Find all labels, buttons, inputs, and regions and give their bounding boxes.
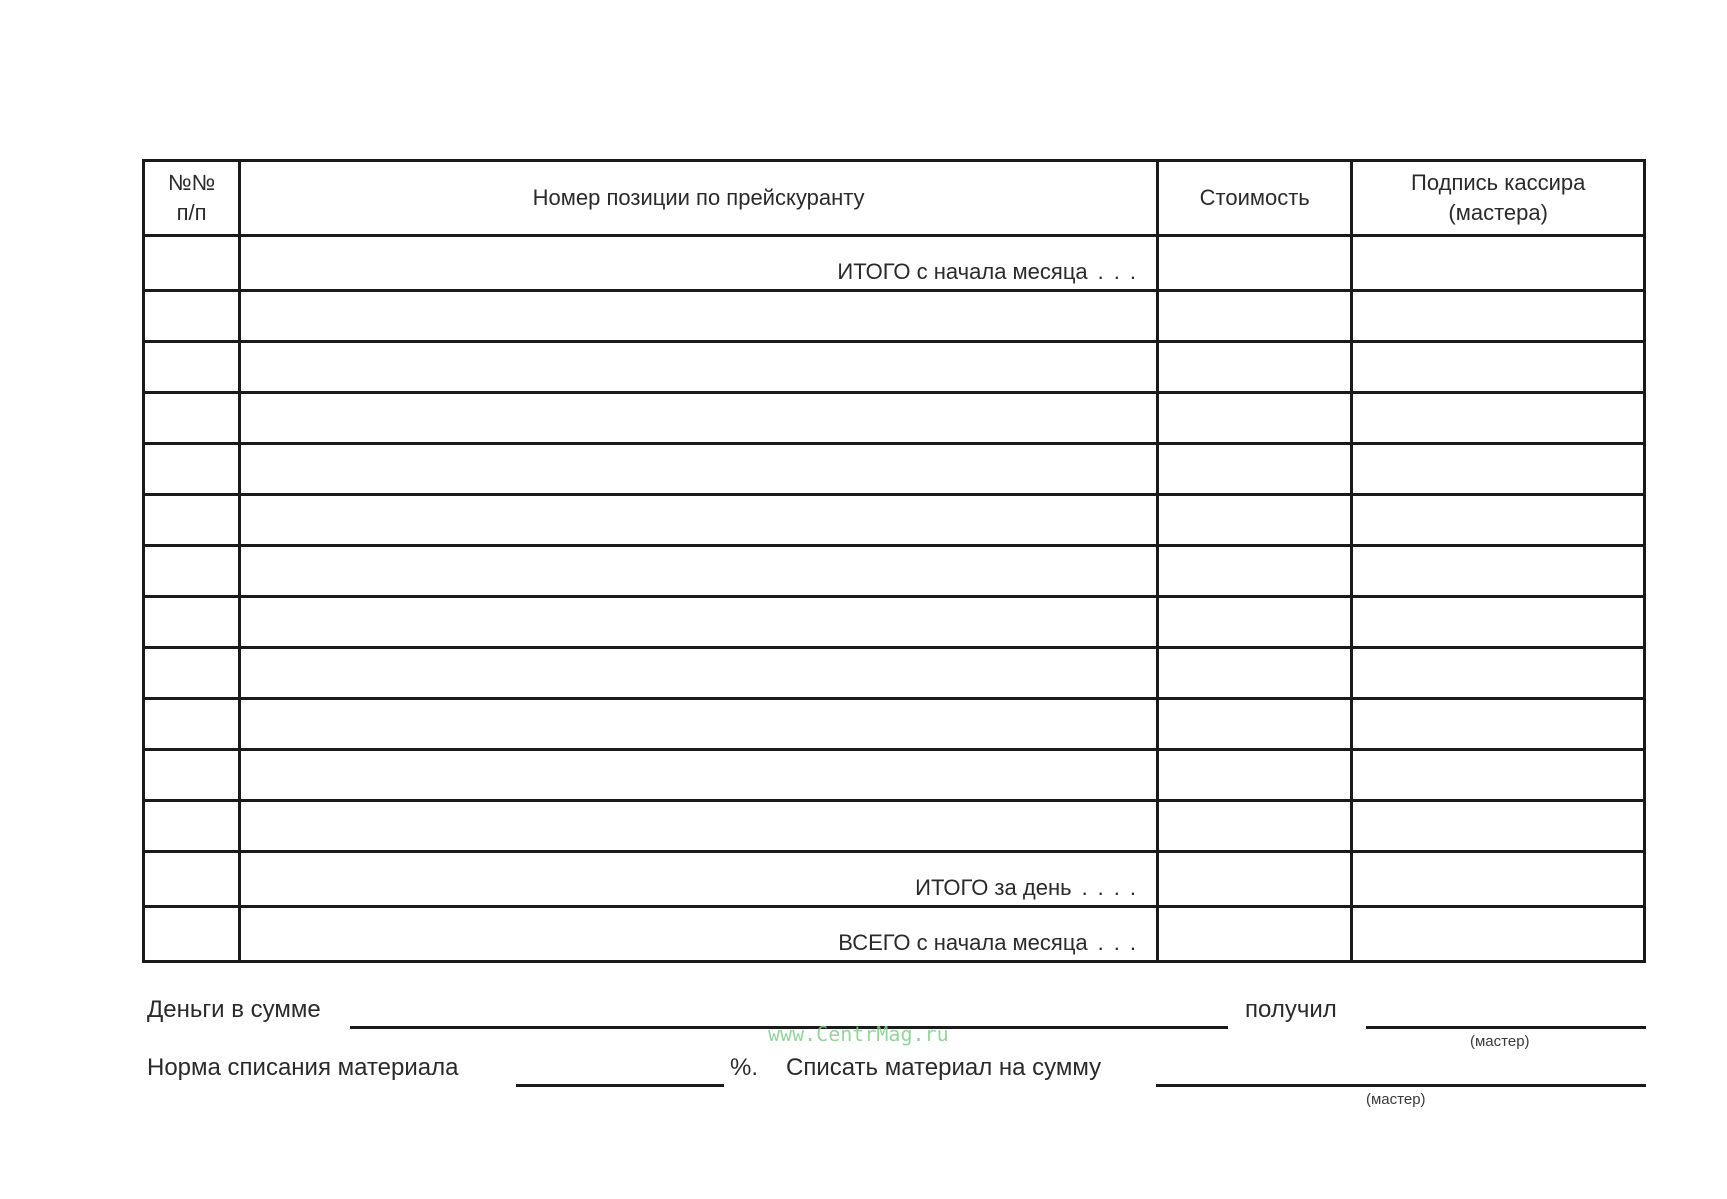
cell-number[interactable] (144, 648, 240, 699)
cell-position[interactable] (240, 801, 1158, 852)
cell-cost[interactable] (1158, 444, 1352, 495)
table-row (144, 907, 1645, 962)
table-row (144, 444, 1645, 495)
cell-position[interactable] (240, 342, 1158, 393)
table-row (144, 342, 1645, 393)
cell-cost[interactable] (1158, 648, 1352, 699)
cell-day-total-label: ИТОГО за день .... (240, 852, 1158, 907)
cell-signature[interactable] (1352, 852, 1645, 907)
table-row (144, 699, 1645, 750)
cell-signature[interactable] (1352, 393, 1645, 444)
cell-signature[interactable] (1352, 699, 1645, 750)
cell-cost[interactable] (1158, 907, 1352, 962)
table-row (144, 291, 1645, 342)
cell-cost[interactable] (1158, 699, 1352, 750)
table-row (144, 546, 1645, 597)
header-signature: Подпись кассира (мастера) (1352, 161, 1645, 236)
money-label: Деньги в сумме (147, 996, 321, 1023)
table-row (144, 750, 1645, 801)
norm-label: Норма списания материала (147, 1054, 459, 1081)
cell-number[interactable] (144, 342, 240, 393)
cell-month-start-label: ИТОГО с начала месяца ... (240, 236, 1158, 291)
cell-cost[interactable] (1158, 236, 1352, 291)
table-row (144, 852, 1645, 907)
cell-number[interactable] (144, 393, 240, 444)
norm-field[interactable] (516, 1084, 724, 1087)
cell-signature[interactable] (1352, 342, 1645, 393)
watermark: www.CentrMag.ru (768, 1022, 949, 1046)
header-position: Номер позиции по прейскуранту (240, 161, 1158, 236)
header-row (144, 161, 1645, 236)
cell-cost[interactable] (1158, 852, 1352, 907)
cell-number[interactable] (144, 750, 240, 801)
cell-signature[interactable] (1352, 801, 1645, 852)
cell-number[interactable] (144, 546, 240, 597)
cell-cost[interactable] (1158, 546, 1352, 597)
cell-position[interactable] (240, 648, 1158, 699)
cell-number[interactable] (144, 801, 240, 852)
cell-number[interactable] (144, 907, 240, 962)
table-row (144, 801, 1645, 852)
cell-number[interactable] (144, 852, 240, 907)
header-cost: Стоимость (1158, 161, 1352, 236)
cell-signature[interactable] (1352, 495, 1645, 546)
writeoff-hint: (мастер) (1366, 1091, 1426, 1108)
received-label: получил (1245, 996, 1337, 1023)
writeoff-amount-field[interactable] (1156, 1084, 1646, 1087)
cell-signature[interactable] (1352, 291, 1645, 342)
cell-signature[interactable] (1352, 597, 1645, 648)
cell-position[interactable] (240, 291, 1158, 342)
cell-signature[interactable] (1352, 907, 1645, 962)
cell-number[interactable] (144, 597, 240, 648)
cell-cost[interactable] (1158, 750, 1352, 801)
cell-signature[interactable] (1352, 750, 1645, 801)
cell-cost[interactable] (1158, 597, 1352, 648)
cell-number[interactable] (144, 495, 240, 546)
table-row (144, 495, 1645, 546)
cell-position[interactable] (240, 495, 1158, 546)
writeoff-label: Списать материал на сумму (786, 1054, 1102, 1081)
received-signature-field[interactable] (1366, 1026, 1646, 1029)
table-row (144, 236, 1645, 291)
table-row (144, 597, 1645, 648)
cell-position[interactable] (240, 699, 1158, 750)
cell-position[interactable] (240, 444, 1158, 495)
cell-position[interactable] (240, 546, 1158, 597)
cell-number[interactable] (144, 291, 240, 342)
cell-cost[interactable] (1158, 291, 1352, 342)
percent-label: %. (730, 1054, 759, 1081)
cell-number[interactable] (144, 444, 240, 495)
cell-position[interactable] (240, 597, 1158, 648)
header-number: №№ п/п (144, 161, 240, 236)
cell-cost[interactable] (1158, 801, 1352, 852)
cell-position[interactable] (240, 393, 1158, 444)
register-table (142, 159, 1646, 963)
cell-signature[interactable] (1352, 648, 1645, 699)
cell-signature[interactable] (1352, 546, 1645, 597)
table-row (144, 648, 1645, 699)
cell-signature[interactable] (1352, 444, 1645, 495)
table-row (144, 393, 1645, 444)
cell-number[interactable] (144, 699, 240, 750)
cell-position[interactable] (240, 750, 1158, 801)
cell-grand-total-label: ВСЕГО с начала месяца ... (240, 907, 1158, 962)
cell-signature[interactable] (1352, 236, 1645, 291)
cell-cost[interactable] (1158, 393, 1352, 444)
cell-cost[interactable] (1158, 342, 1352, 393)
received-hint: (мастер) (1470, 1033, 1530, 1050)
cell-cost[interactable] (1158, 495, 1352, 546)
cell-number[interactable] (144, 236, 240, 291)
